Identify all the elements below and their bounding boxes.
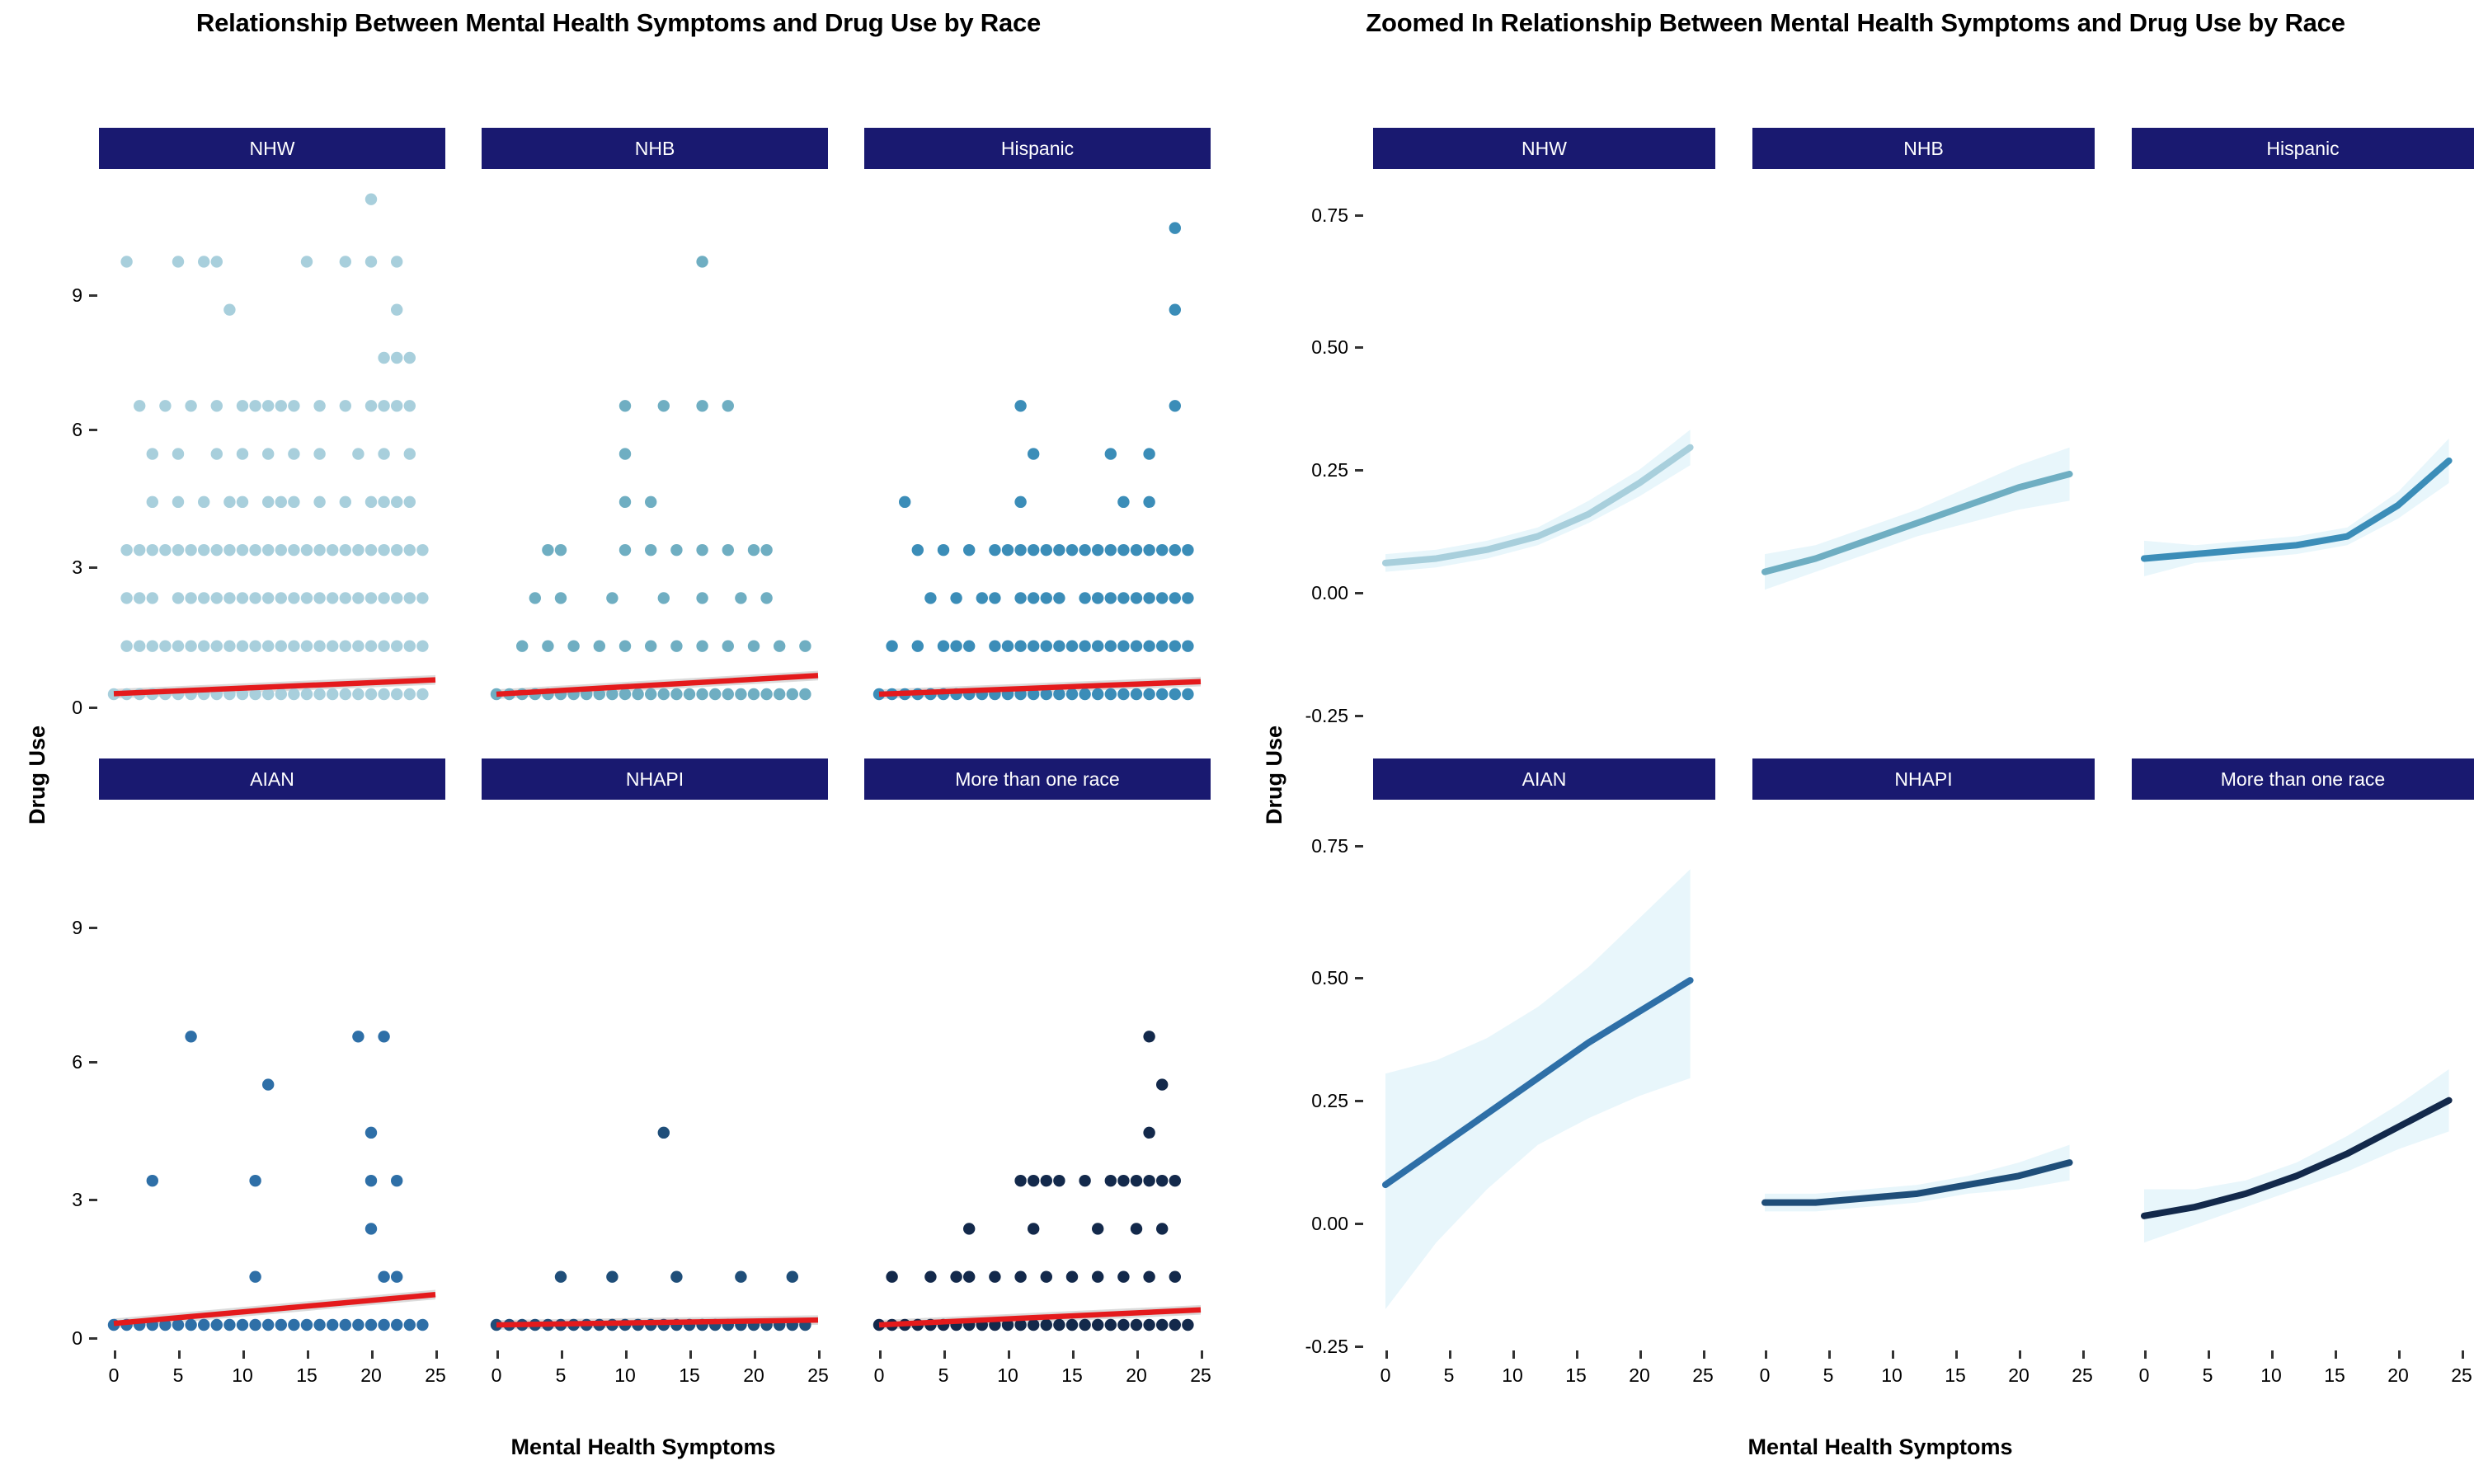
right-tickmark bbox=[1355, 469, 1363, 472]
left-x-tick-label: 5 bbox=[555, 1364, 567, 1386]
right-x-tickmark bbox=[1385, 1350, 1388, 1359]
smooth-line-aian bbox=[1373, 804, 1715, 1348]
right-chart-panel bbox=[1237, 0, 2474, 1484]
right-x-tick-label: 15 bbox=[1945, 1364, 1966, 1386]
right-x-tick-label: 0 bbox=[1759, 1364, 1771, 1386]
strip-label: More than one race bbox=[955, 768, 1120, 790]
right-tickmark bbox=[1355, 977, 1363, 979]
left-x-tickmark bbox=[943, 1350, 946, 1359]
left-x-tick-label: 15 bbox=[296, 1364, 317, 1386]
left-x-tickmark bbox=[435, 1350, 438, 1359]
right-x-tickmark bbox=[1892, 1350, 1894, 1359]
left-facet-strip-more-than-one-race bbox=[864, 758, 1211, 800]
right-x-tick-label: 5 bbox=[1823, 1364, 1834, 1386]
left-y-tick-9-row1: 9 bbox=[72, 284, 82, 306]
right-facet-body-hispanic bbox=[2132, 173, 2474, 717]
right-facet-body-aian bbox=[1373, 804, 1715, 1348]
right-facet-strip-nhapi bbox=[1752, 758, 2095, 800]
left-x-tick-label: 15 bbox=[1061, 1364, 1083, 1386]
left-facet-strip-nhw bbox=[99, 128, 445, 169]
right-x-tick-label: 15 bbox=[2324, 1364, 2345, 1386]
left-tickmark bbox=[89, 429, 97, 431]
right-x-tickmark bbox=[2271, 1350, 2274, 1359]
right-facet-body-more-than-one-race bbox=[2132, 804, 2474, 1348]
left-x-tickmark bbox=[754, 1350, 756, 1359]
scatter-plot-aian bbox=[99, 804, 445, 1348]
right-x-tickmark bbox=[1765, 1350, 1767, 1359]
left-y-tick-9-row2: 9 bbox=[72, 917, 82, 938]
smooth-line-more-than-one-race bbox=[2132, 804, 2474, 1348]
scatter-plot-nhb bbox=[482, 173, 828, 717]
right-facet-strip-nhw bbox=[1373, 128, 1715, 169]
right-x-axis-label: Mental Health Symptoms bbox=[1747, 1435, 2013, 1459]
right-x-tick-label: 20 bbox=[2387, 1364, 2409, 1386]
right-x-tickmark bbox=[2082, 1350, 2085, 1359]
right-tickmark bbox=[1355, 845, 1363, 848]
left-tickmark bbox=[89, 1061, 97, 1064]
right-x-tick-label: 20 bbox=[2008, 1364, 2030, 1386]
left-x-tick-label: 20 bbox=[743, 1364, 764, 1386]
left-x-tick-label: 25 bbox=[1190, 1364, 1211, 1386]
left-x-tickmark bbox=[561, 1350, 563, 1359]
left-x-tickmark bbox=[625, 1350, 628, 1359]
strip-label: NHAPI bbox=[1894, 768, 1953, 790]
left-y-tick-3-row2: 3 bbox=[72, 1189, 82, 1210]
right-x-tickmark bbox=[2398, 1350, 2401, 1359]
right-y-tick-025-row2: 0.25 bbox=[1311, 1090, 1348, 1111]
left-facet-body-aian bbox=[99, 804, 445, 1348]
right-facet-strip-nhb bbox=[1752, 128, 2095, 169]
right-facet-strip-hispanic bbox=[2132, 128, 2474, 169]
left-x-tickmark bbox=[879, 1350, 882, 1359]
left-x-tick-label: 5 bbox=[938, 1364, 949, 1386]
right-x-tick-label: 15 bbox=[1565, 1364, 1587, 1386]
right-facet-body-nhb bbox=[1752, 173, 2095, 717]
right-y-tick-n025-row1: -0.25 bbox=[1305, 705, 1348, 726]
left-tickmark bbox=[89, 1199, 97, 1201]
left-facet-body-nhapi bbox=[482, 804, 828, 1348]
right-x-tick-label: 0 bbox=[1380, 1364, 1391, 1386]
scatter-plot-hispanic bbox=[864, 173, 1211, 717]
right-x-tick-label: 25 bbox=[1692, 1364, 1714, 1386]
left-x-tickmark bbox=[1136, 1350, 1139, 1359]
scatter-plot-more-than-one-race bbox=[864, 804, 1211, 1348]
left-y-tick-6-row1: 6 bbox=[72, 419, 82, 440]
right-y-tick-n025-row2: -0.25 bbox=[1305, 1336, 1348, 1357]
right-y-tick-025-row1: 0.25 bbox=[1311, 459, 1348, 481]
left-facet-strip-nhb bbox=[482, 128, 828, 169]
right-y-tick-050-row1: 0.50 bbox=[1311, 336, 1348, 358]
left-chart-title: Relationship Between Mental Health Symptoms and Drug Use by Race bbox=[195, 8, 1042, 37]
strip-label: NHB bbox=[634, 137, 675, 159]
left-facet-body-nhw bbox=[99, 173, 445, 717]
right-tickmark bbox=[1355, 592, 1363, 594]
right-tickmark bbox=[1355, 1223, 1363, 1225]
left-x-tick-label: 20 bbox=[1126, 1364, 1147, 1386]
left-x-tick-label: 10 bbox=[232, 1364, 253, 1386]
right-x-tickmark bbox=[1576, 1350, 1578, 1359]
left-x-tickmark bbox=[178, 1350, 181, 1359]
left-x-axis-label: Mental Health Symptoms bbox=[510, 1435, 776, 1459]
right-tickmark bbox=[1355, 1345, 1363, 1348]
right-y-axis-label: Drug Use bbox=[1262, 725, 1286, 824]
left-x-tickmark bbox=[1008, 1350, 1010, 1359]
left-tickmark bbox=[89, 294, 97, 297]
left-x-tick-label: 15 bbox=[679, 1364, 700, 1386]
left-x-tick-label: 0 bbox=[873, 1364, 885, 1386]
right-x-tick-label: 10 bbox=[1502, 1364, 1523, 1386]
left-y-tick-6-row2: 6 bbox=[72, 1051, 82, 1073]
right-x-tickmark bbox=[2335, 1350, 2337, 1359]
left-y-tick-0-row2: 0 bbox=[72, 1327, 82, 1349]
right-tickmark bbox=[1355, 715, 1363, 717]
right-y-tick-075-row1: 0.75 bbox=[1311, 204, 1348, 226]
smooth-line-nhb bbox=[1752, 173, 2095, 717]
right-tickmark bbox=[1355, 346, 1363, 349]
strip-label: NHB bbox=[1903, 137, 1944, 159]
left-x-tick-label: 10 bbox=[997, 1364, 1018, 1386]
strip-label: Hispanic bbox=[2266, 137, 2340, 159]
right-x-tickmark bbox=[1703, 1350, 1705, 1359]
right-x-tick-label: 5 bbox=[1443, 1364, 1455, 1386]
right-y-tick-000-row2: 0.00 bbox=[1311, 1213, 1348, 1234]
right-x-tickmark bbox=[2144, 1350, 2147, 1359]
right-tickmark bbox=[1355, 1100, 1363, 1102]
right-x-tickmark bbox=[2019, 1350, 2021, 1359]
strip-label: AIAN bbox=[1522, 768, 1567, 790]
strip-label: Hispanic bbox=[1000, 137, 1075, 159]
scatter-plot-nhapi bbox=[482, 804, 828, 1348]
left-x-tick-label: 5 bbox=[172, 1364, 184, 1386]
left-tickmark bbox=[89, 1337, 97, 1340]
right-facet-strip-aian bbox=[1373, 758, 1715, 800]
left-x-tick-label: 20 bbox=[360, 1364, 382, 1386]
left-x-tickmark bbox=[1201, 1350, 1203, 1359]
right-chart-title: Zoomed In Relationship Between Mental Health Symptoms and Drug Use by Race bbox=[1366, 8, 2345, 37]
left-facet-strip-aian bbox=[99, 758, 445, 800]
right-facet-body-nhapi bbox=[1752, 804, 2095, 1348]
right-facet-body-nhw bbox=[1373, 173, 1715, 717]
right-x-tick-label: 0 bbox=[2138, 1364, 2150, 1386]
left-facet-body-more-than-one-race bbox=[864, 804, 1211, 1348]
right-x-tick-label: 5 bbox=[2202, 1364, 2213, 1386]
right-x-tick-label: 25 bbox=[2451, 1364, 2472, 1386]
right-x-tick-label: 25 bbox=[2072, 1364, 2093, 1386]
strip-label: NHW bbox=[1522, 137, 1567, 159]
left-x-tickmark bbox=[307, 1350, 309, 1359]
left-x-tick-label: 25 bbox=[807, 1364, 829, 1386]
right-y-tick-000-row1: 0.00 bbox=[1311, 582, 1348, 603]
right-x-tickmark bbox=[1512, 1350, 1515, 1359]
left-tickmark bbox=[89, 927, 97, 929]
left-x-tickmark bbox=[114, 1350, 116, 1359]
left-tickmark bbox=[89, 566, 97, 569]
strip-label: NHAPI bbox=[625, 768, 684, 790]
left-x-tickmark bbox=[689, 1350, 692, 1359]
left-facet-body-nhb bbox=[482, 173, 828, 717]
right-tickmark bbox=[1355, 214, 1363, 217]
left-y-tick-3-row1: 3 bbox=[72, 556, 82, 578]
left-facet-strip-nhapi bbox=[482, 758, 828, 800]
left-x-tick-label: 25 bbox=[425, 1364, 446, 1386]
left-x-tickmark bbox=[1072, 1350, 1075, 1359]
right-x-tickmark bbox=[1828, 1350, 1831, 1359]
right-x-tickmark bbox=[1639, 1350, 1642, 1359]
strip-label: NHW bbox=[249, 137, 295, 159]
right-x-tick-label: 10 bbox=[2260, 1364, 2282, 1386]
smooth-line-nhw bbox=[1373, 173, 1715, 717]
right-facet-strip-more-than-one-race bbox=[2132, 758, 2474, 800]
right-x-tickmark bbox=[1955, 1350, 1958, 1359]
strip-label: More than one race bbox=[2220, 768, 2386, 790]
left-facet-strip-hispanic bbox=[864, 128, 1211, 169]
left-tickmark bbox=[89, 707, 97, 709]
scatter-plot-nhw bbox=[99, 173, 445, 717]
left-x-tickmark bbox=[818, 1350, 821, 1359]
right-y-tick-075-row2: 0.75 bbox=[1311, 835, 1348, 857]
strip-label: AIAN bbox=[250, 768, 294, 790]
smooth-line-nhapi bbox=[1752, 804, 2095, 1348]
left-y-axis-label: Drug Use bbox=[25, 725, 49, 824]
smooth-line-hispanic bbox=[2132, 173, 2474, 717]
left-x-tick-label: 0 bbox=[491, 1364, 502, 1386]
right-x-tick-label: 10 bbox=[1881, 1364, 1903, 1386]
left-x-tickmark bbox=[371, 1350, 374, 1359]
right-x-tickmark bbox=[2462, 1350, 2464, 1359]
left-x-tick-label: 10 bbox=[614, 1364, 636, 1386]
left-x-tickmark bbox=[496, 1350, 499, 1359]
right-y-tick-050-row2: 0.50 bbox=[1311, 967, 1348, 989]
left-x-tick-label: 0 bbox=[108, 1364, 120, 1386]
left-x-tickmark bbox=[242, 1350, 245, 1359]
left-y-tick-0-row1: 0 bbox=[72, 697, 82, 718]
left-facet-body-hispanic bbox=[864, 173, 1211, 717]
right-x-tick-label: 20 bbox=[1629, 1364, 1650, 1386]
right-x-tickmark bbox=[2208, 1350, 2210, 1359]
right-x-tickmark bbox=[1449, 1350, 1451, 1359]
